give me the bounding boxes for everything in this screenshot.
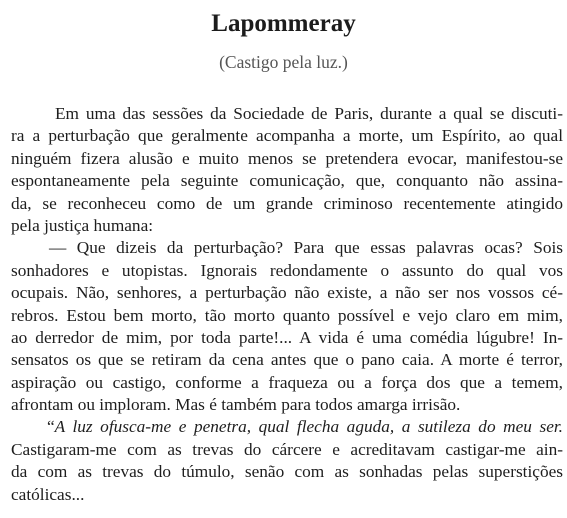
text-line: aspiração ou castigo, conforme a fraqueza ou a força dos que a temem,	[11, 372, 563, 392]
text-line: sensatos os que se retiram da cena antes que o pano caia. A morte é terror,	[11, 350, 563, 370]
opening-quote: “	[47, 417, 55, 437]
text-line: Castigaram-me com as trevas do cárcere e acreditavam castigar-me ain-	[11, 439, 563, 459]
text-line: da com as trevas do túmulo, senão com as sonhadas pelas superstições	[11, 462, 563, 482]
text-line: ninguém fizera alusão e muito menos se pretendera evocar, manifestou-se	[11, 148, 563, 168]
text-line: da, se reconheceu como de um grande criminoso recentemente atingido	[11, 193, 563, 213]
italic-quote: A luz ofusca-me e penetra, qual flecha aguda, a sutileza do meu ser.	[54, 417, 563, 437]
text-line: católicas...	[11, 484, 85, 504]
text-line: sonhadores e utopistas. Ignorais redondamente o assunto do qual vos	[11, 260, 563, 280]
text-line: ra a perturbação que geralmente acompanha a morte, um Espírito, ao qual	[11, 126, 563, 146]
text-line: — Que dizeis da perturbação? Para que essas palavras ocas? Sois	[49, 238, 563, 258]
text-line	[11, 416, 563, 438]
text-line: espontaneamente pela seguinte comunicação, que, conquanto não assina-	[11, 171, 563, 191]
text-line: pela justiça humana:	[11, 215, 154, 235]
text-line: afrontam ou imploram. Mas é também para todos amarga irrisão.	[11, 395, 461, 415]
page-subtitle: (Castigo pela luz.)	[219, 52, 348, 72]
text-line: ao derredor de mim, por toda parte!... A vida é uma comédia lúgubre! In-	[11, 327, 563, 347]
text-line: rebros. Estou bem morto, tão morto quanto possível e vejo claro em mim,	[11, 305, 563, 325]
text-line: Em uma das sessões da Sociedade de Paris, durante a qual se discuti-	[55, 104, 563, 123]
text-line: ocupais. Não, senhores, a perturbação não existe, a não ser nos vossos cé-	[11, 283, 563, 303]
page-title: Lapommeray	[211, 10, 356, 37]
document-body	[11, 103, 563, 506]
